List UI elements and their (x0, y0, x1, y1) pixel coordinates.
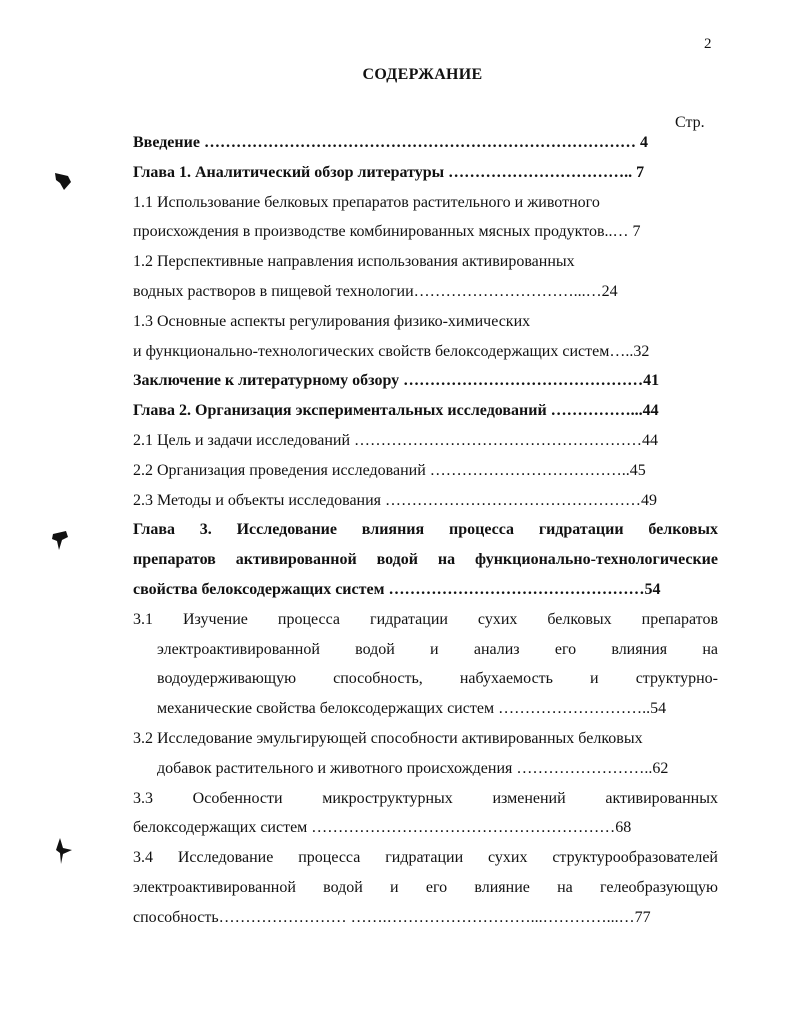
toc-line-chapter-3-cont-1: препаратов активированной водой на функционально-технологические (133, 551, 718, 568)
scan-mark-2 (48, 528, 72, 554)
toc-line-3-4-cont-2: способность…………………… …….………………………...…………...…77 (133, 909, 651, 926)
page-column-label: Стр. (675, 114, 705, 131)
toc-line-3-3-cont: белоксодержащих систем …………………………………………………68 (133, 819, 632, 836)
scan-mark-1 (52, 170, 74, 194)
toc-line-3-1-cont-3: механические свойства белоксодержащих систем ………………………..54 (157, 700, 667, 717)
toc-line-chapter-3-cont-2: свойства белоксодержащих систем …………………………………………54 (133, 581, 661, 598)
toc-line-introduction: Введение ……………………………………………………………………… 4 (133, 134, 648, 151)
page-title: СОДЕРЖАНИЕ (362, 66, 483, 83)
toc-line-3-4-cont-1: электроактивированной водой и его влияние на гелеобразующую (133, 879, 718, 896)
toc-line-chapter-2: Глава 2. Организация экспериментальных исследований ……………...44 (133, 402, 659, 419)
toc-line-1-3: 1.3 Основные аспекты регулирования физико-химических (133, 313, 531, 330)
toc-line-1-1: 1.1 Использование белковых препаратов растительного и животного (133, 194, 600, 211)
toc-line-review-conclusion: Заключение к литературному обзору ………………………………………41 (133, 372, 660, 389)
toc-line-3-1-cont-2: водоудерживающую способность, набухаемость и структурно- (157, 670, 718, 687)
toc-line-2-2: 2.2 Организация проведения исследований ………………………………..45 (133, 462, 646, 479)
toc-line-2-1: 2.1 Цель и задачи исследований ………………………………………………44 (133, 432, 659, 449)
toc-line-3-4: 3.4 Исследование процесса гидратации сухих структурообразователей (133, 849, 718, 866)
toc-line-1-2-cont: водных растворов в пищевой технологии…………………………...…24 (133, 283, 618, 300)
scan-mark-3 (54, 836, 76, 866)
toc-line-2-3: 2.3 Методы и объекты исследования …………………………………………49 (133, 492, 658, 509)
page-number: 2 (704, 36, 712, 52)
toc-line-chapter-3: Глава 3. Исследование влияния процесса гидратации белковых (133, 521, 718, 538)
toc-line-1-3-cont: и функционально-технологических свойств белоксодержащих систем…..32 (133, 343, 650, 360)
toc-line-3-1: 3.1 Изучение процесса гидратации сухих белковых препаратов (133, 611, 718, 628)
toc-line-chapter-1: Глава 1. Аналитический обзор литературы …………………………….. 7 (133, 164, 645, 181)
toc-line-1-1-cont: происхождения в производстве комбинированных мясных продуктов..… 7 (133, 223, 641, 240)
toc-line-3-3: 3.3 Особенности микроструктурных изменений активированных (133, 790, 718, 807)
toc-line-3-2-cont: добавок растительного и животного происхождения ……………………..62 (157, 760, 669, 777)
toc-line-3-2: 3.2 Исследование эмульгирующей способности активированных белковых (133, 730, 643, 747)
toc-line-3-1-cont-1: электроактивированной водой и анализ его влияния на (157, 641, 718, 658)
toc-line-1-2: 1.2 Перспективные направления использования активированных (133, 253, 575, 270)
